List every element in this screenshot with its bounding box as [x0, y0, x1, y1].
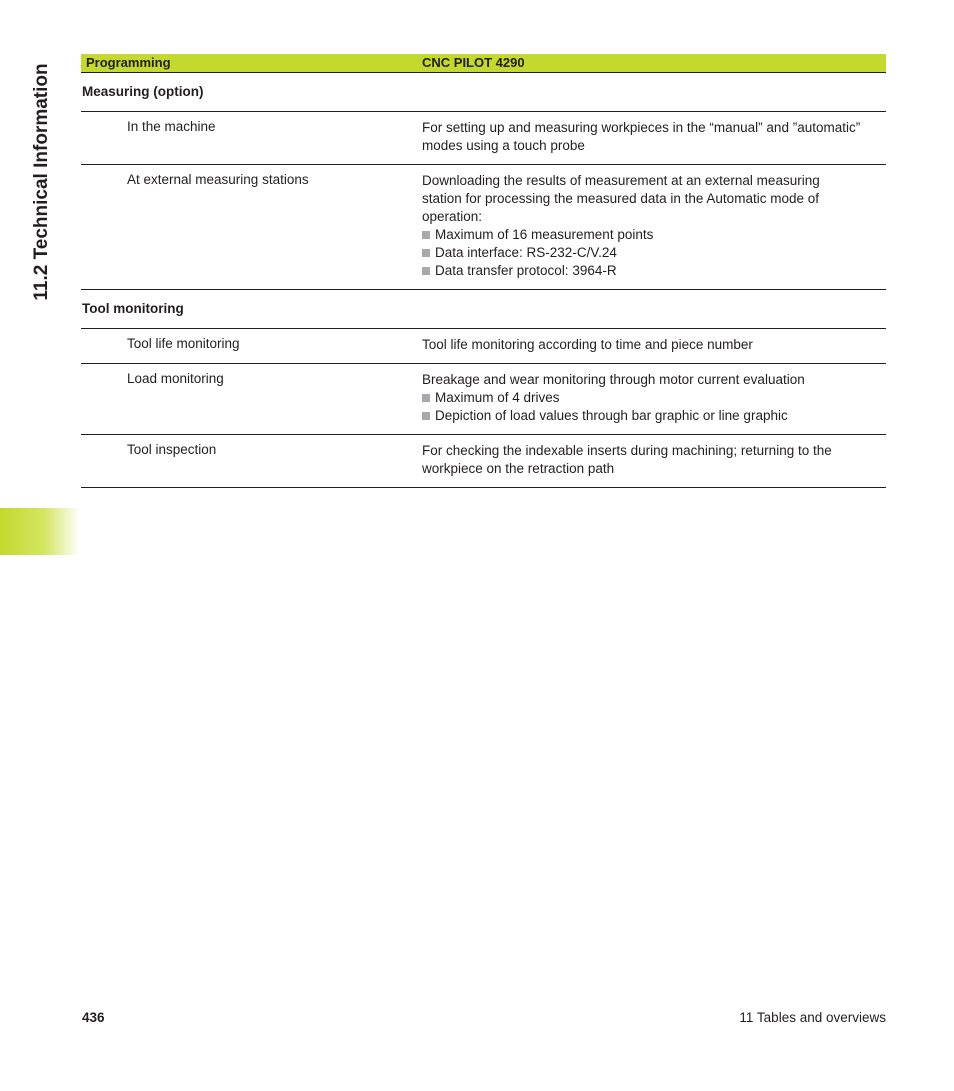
- bullet-square-icon: [422, 267, 430, 275]
- chapter-tab-marker: [0, 508, 80, 555]
- bullet-square-icon: [422, 412, 430, 420]
- table-row: [81, 435, 886, 488]
- table-row: [81, 364, 886, 435]
- bullet-square-icon: [422, 394, 430, 402]
- chapter-footer: 11 Tables and overviews: [739, 1010, 886, 1025]
- bullet-square-icon: [422, 249, 430, 257]
- row-desc-text: For setting up and measuring workpieces in the “manual” and ”automatic” modes using a touch probe: [422, 120, 861, 153]
- bullet-item: [422, 407, 862, 425]
- spec-table: [81, 54, 886, 488]
- row-label: In the machine: [127, 119, 216, 134]
- row-label: Tool inspection: [127, 442, 217, 457]
- row-label: Load monitoring: [127, 371, 224, 386]
- row-description: [422, 165, 862, 289]
- row-label: At external measuring stations: [127, 172, 309, 187]
- row-label: Tool life monitoring: [127, 336, 240, 351]
- bullet-item: [422, 244, 862, 262]
- bullet-square-icon: [422, 231, 430, 239]
- chapter-side-title: 11.2 Technical Information: [31, 63, 52, 301]
- table-header: [81, 54, 886, 73]
- page-number: 436: [82, 1010, 105, 1025]
- section-title-tool-monitoring: Tool monitoring: [81, 290, 886, 329]
- bullet-item: [422, 389, 862, 407]
- bullet-text: Depiction of load values through bar graphic or line graphic: [435, 408, 788, 423]
- row-desc-text: Downloading the results of measurement at an external measuring station for processing the measured data in the Automatic mode of operation:: [422, 173, 820, 224]
- bullet-text: Data transfer protocol: 3964-R: [435, 263, 617, 278]
- row-description: [422, 112, 862, 164]
- bullet-text: Maximum of 16 measurement points: [435, 227, 654, 242]
- row-desc-text: Breakage and wear monitoring through motor current evaluation: [422, 372, 805, 387]
- bullet-item: [422, 226, 862, 244]
- header-model: CNC PILOT 4290: [422, 55, 525, 70]
- header-programming: Programming: [86, 55, 171, 70]
- section-title-measuring: Measuring (option): [81, 73, 886, 112]
- bullet-text: Maximum of 4 drives: [435, 390, 560, 405]
- table-row: [81, 329, 886, 364]
- row-description: [422, 329, 862, 363]
- bullet-text: Data interface: RS-232-C/V.24: [435, 245, 617, 260]
- row-desc-text: For checking the indexable inserts during machining; returning to the workpiece on the retraction path: [422, 443, 832, 476]
- table-row: [81, 112, 886, 165]
- table-row: [81, 165, 886, 290]
- bullet-item: [422, 262, 862, 280]
- row-description: [422, 364, 862, 434]
- row-desc-text: Tool life monitoring according to time and piece number: [422, 337, 753, 352]
- row-description: [422, 435, 862, 487]
